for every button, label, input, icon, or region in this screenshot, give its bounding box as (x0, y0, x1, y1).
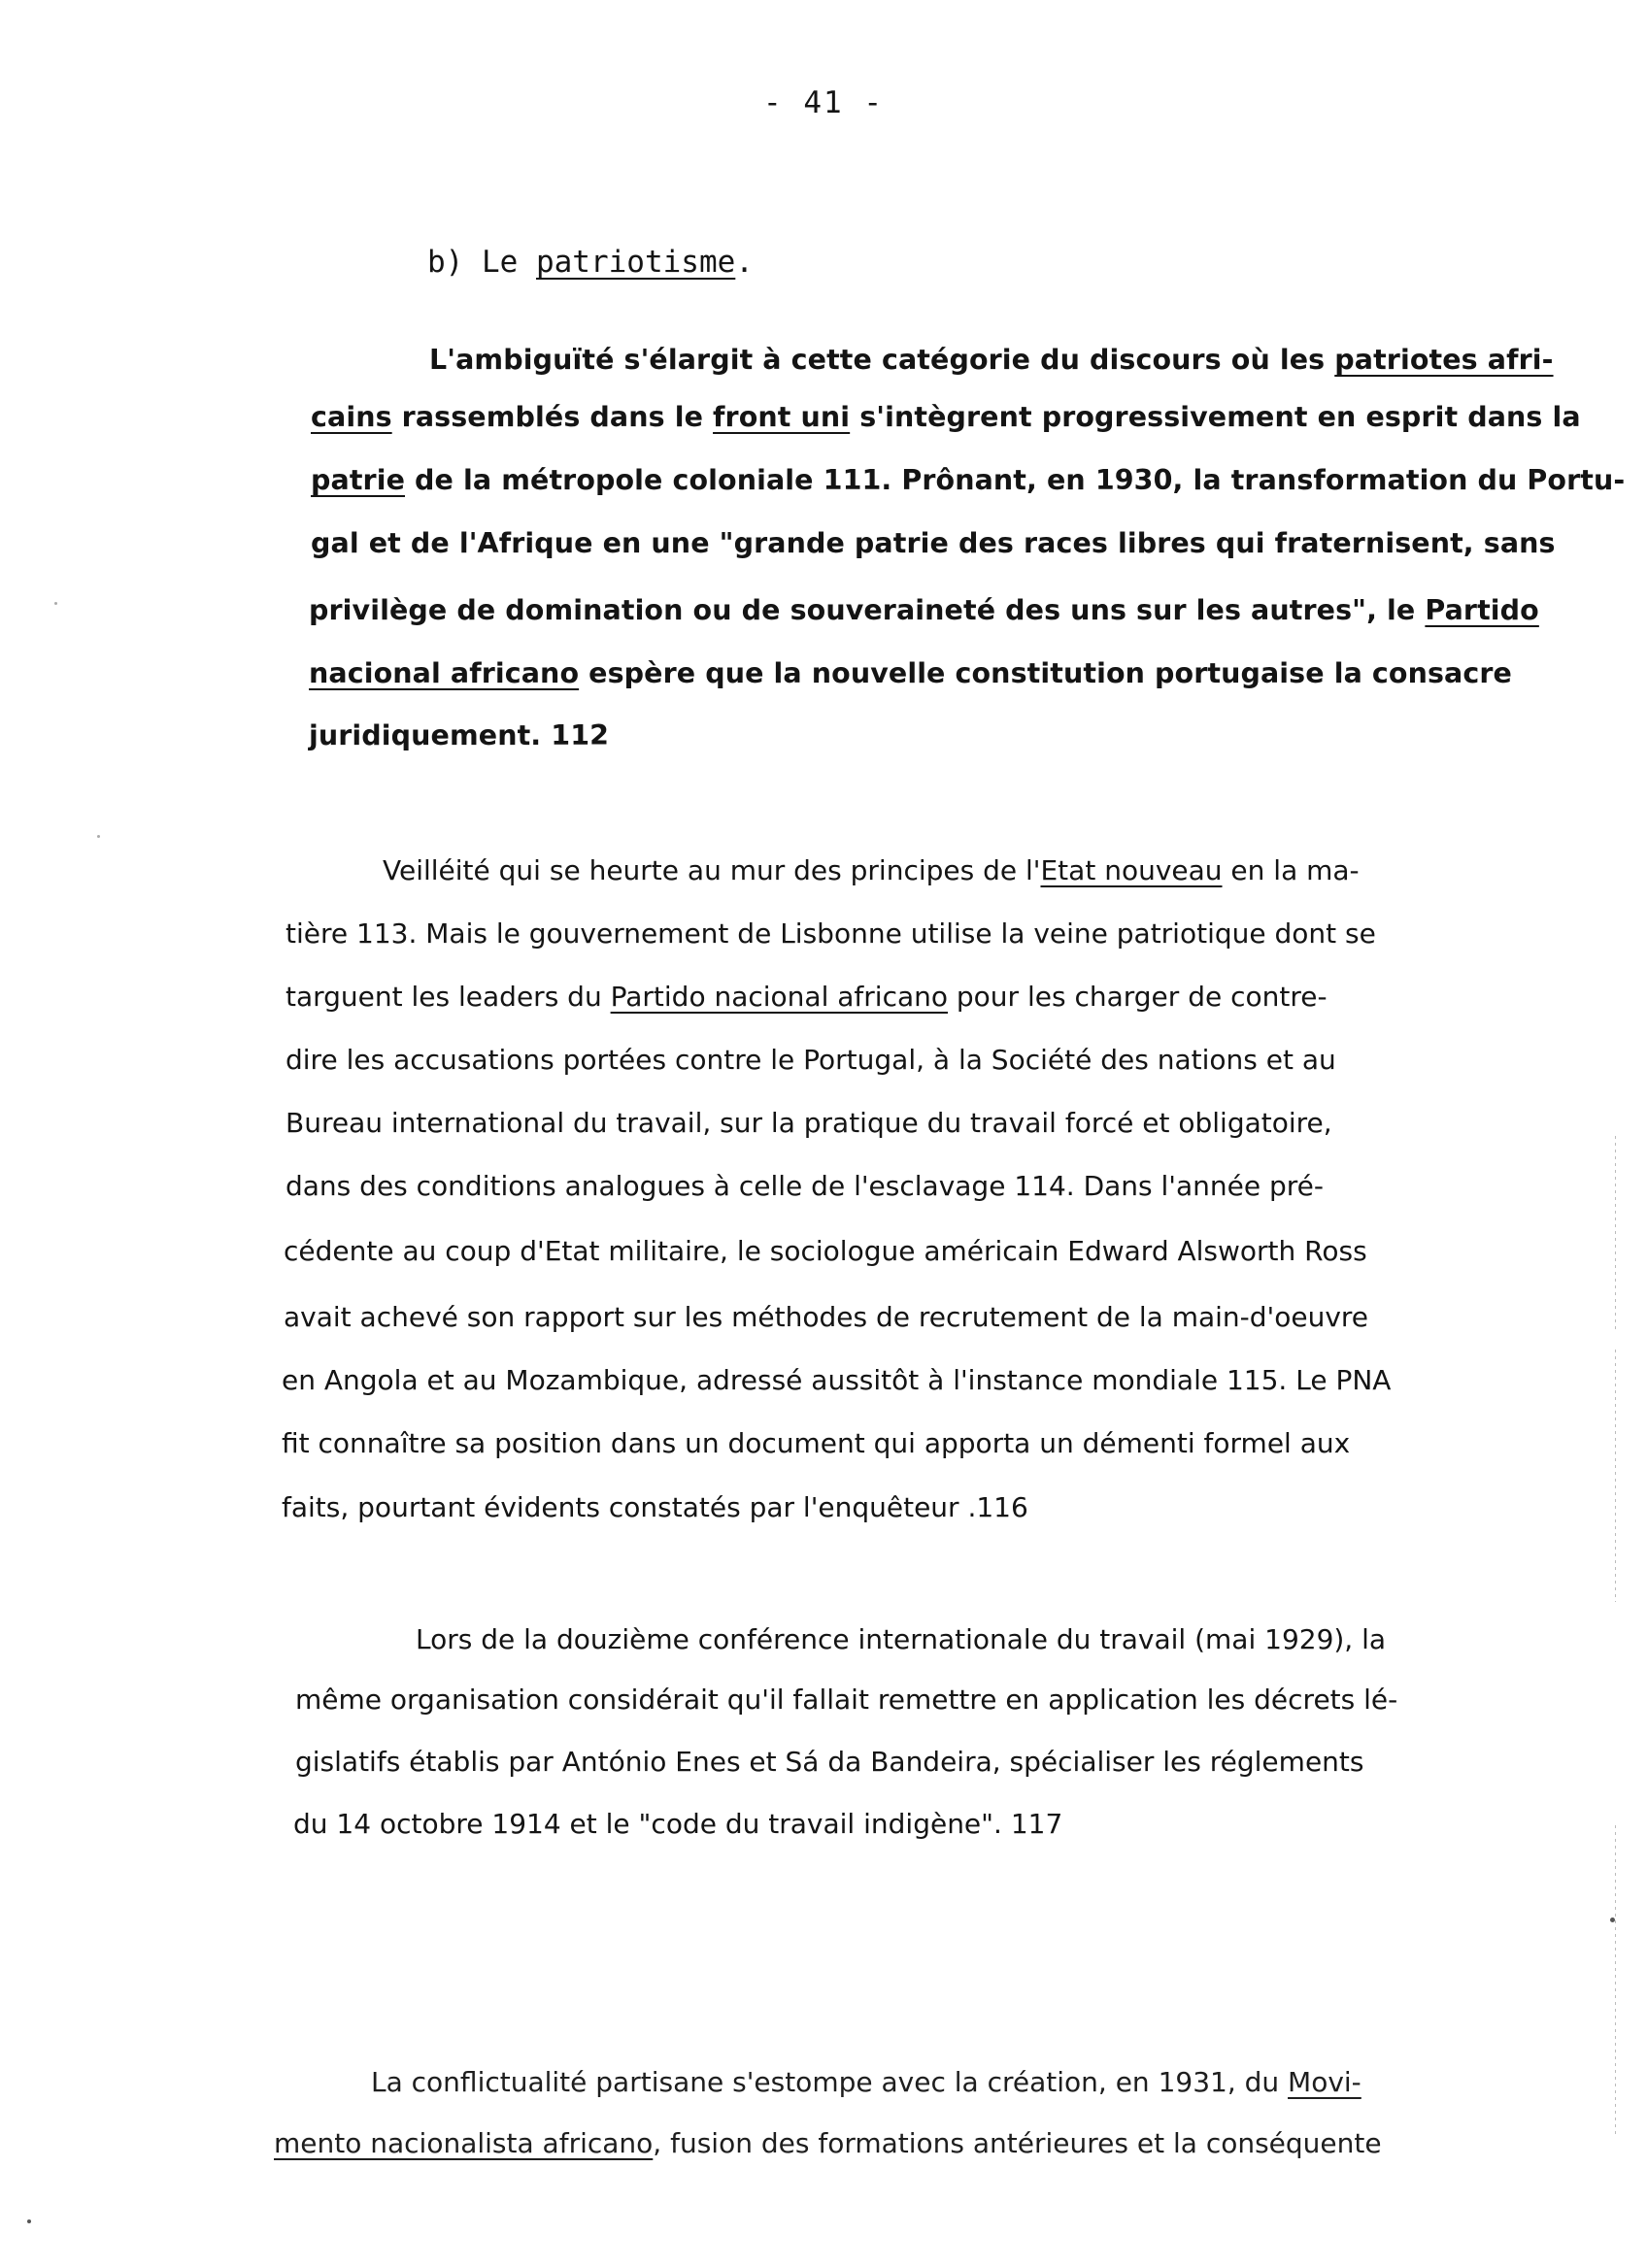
text-line (282, 1427, 1350, 1460)
text-line (371, 2066, 1361, 2099)
scan-margin-mark (1615, 1350, 1616, 1602)
text-run: gislatifs établis par António Enes et Sá da Bandeira, spécialiser les réglements (295, 1746, 1364, 1778)
text-line (282, 1364, 1391, 1397)
text-run: espère que la nouvelle constitution portugaise la consacre (579, 657, 1512, 689)
text-line (274, 2127, 1382, 2160)
text-line (286, 1170, 1324, 1203)
text-run: juridiquement. 112 (309, 719, 610, 751)
underlined-text: Movi- (1288, 2066, 1361, 2098)
text-line (309, 594, 1539, 627)
text-run: pour les charger de contre- (948, 981, 1328, 1013)
text-run: targuent les leaders du (286, 981, 611, 1013)
text-run: en la ma- (1222, 854, 1360, 886)
text-run: dans des conditions analogues à celle de l'esclavage 114. Dans l'année pré- (286, 1170, 1325, 1202)
page-number: - 41 - (763, 85, 884, 120)
text-line (286, 1044, 1336, 1077)
text-run: en Angola et au Mozambique, adressé aussitôt à l'instance mondiale 115. Le PNA (282, 1364, 1392, 1396)
text-line (286, 917, 1376, 951)
text-line (286, 1107, 1332, 1140)
text-line (286, 981, 1328, 1014)
text-run: L'ambiguïté s'élargit à cette catégorie du discours où les (429, 344, 1335, 376)
text-line (383, 854, 1360, 887)
underlined-text: nacional africano (309, 657, 580, 689)
heading-prefix: b) Le (427, 245, 536, 280)
text-line (429, 344, 1554, 377)
scan-speck (1610, 1918, 1615, 1922)
text-run: gal et de l'Afrique en une "grande patrie des races libres qui fraternisent, sans (311, 527, 1556, 559)
underlined-text: Etat nouveau (1040, 854, 1223, 886)
text-line (284, 1235, 1367, 1268)
heading-suffix: . (735, 245, 754, 280)
text-run: faits, pourtant évidents constatés par l'enquêteur .116 (282, 1491, 1028, 1523)
text-line (309, 719, 609, 752)
text-run: tière 113. Mais le gouvernement de Lisbonne utilise la veine patriotique dont se (286, 917, 1376, 950)
scan-margin-mark (1615, 1825, 1616, 2136)
text-run: rassemblés dans le (391, 401, 714, 433)
text-line (295, 1684, 1397, 1717)
text-line (416, 1623, 1386, 1656)
text-run: Lors de la douzième conférence internationale du travail (mai 1929), la (416, 1623, 1387, 1655)
text-run: cédente au coup d'Etat militaire, le sociologue américain Edward Alsworth Ross (284, 1235, 1367, 1267)
underlined-text: patrie (311, 464, 406, 496)
underlined-text: patriotes afri- (1334, 344, 1554, 376)
section-heading (427, 245, 754, 280)
text-line (282, 1491, 1028, 1524)
text-line (295, 1746, 1363, 1779)
text-run: Bureau international du travail, sur la pratique du travail forcé et obligatoire, (286, 1107, 1332, 1139)
underlined-text: cains (311, 401, 392, 433)
text-run: dire les accusations portées contre le Portugal, à la Société des nations et au (286, 1044, 1336, 1076)
scan-margin-mark (1615, 1136, 1616, 1330)
text-line (311, 401, 1581, 434)
text-run: , fusion des formations antérieures et la conséquente (653, 2127, 1382, 2159)
underlined-text: Partido (1425, 594, 1539, 626)
text-line (284, 1301, 1368, 1334)
underlined-text: front uni (713, 401, 851, 433)
text-run: de la métropole coloniale 111. Prônant, en 1930, la transformation du Portu- (405, 464, 1626, 496)
heading-underlined: patriotisme (535, 245, 736, 280)
text-line (293, 1808, 1062, 1841)
scan-speck (54, 602, 57, 605)
text-run: s'intègrent progressivement en esprit dans la (850, 401, 1581, 433)
text-run: Veilléité qui se heurte au mur des principes de l' (383, 854, 1041, 886)
underlined-text: mento nacionalista africano (274, 2127, 654, 2159)
scan-speck (27, 2219, 31, 2223)
text-line (311, 527, 1556, 560)
text-run: avait achevé son rapport sur les méthodes de recrutement de la main-d'oeuvre (284, 1301, 1369, 1333)
text-run: même organisation considérait qu'il fallait remettre en application les décrets lé- (295, 1684, 1398, 1716)
text-line (311, 464, 1625, 497)
text-line (309, 657, 1512, 690)
underlined-text: Partido nacional africano (610, 981, 948, 1013)
text-run: La conflictualité partisane s'estompe avec la création, en 1931, du (371, 2066, 1289, 2098)
scan-speck (97, 835, 100, 838)
text-run: fit connaître sa position dans un document qui apporta un démenti formel aux (282, 1427, 1351, 1459)
text-run: privilège de domination ou de souveraineté des uns sur les autres", le (309, 594, 1426, 626)
text-run: du 14 octobre 1914 et le "code du travail indigène". 117 (293, 1808, 1063, 1840)
